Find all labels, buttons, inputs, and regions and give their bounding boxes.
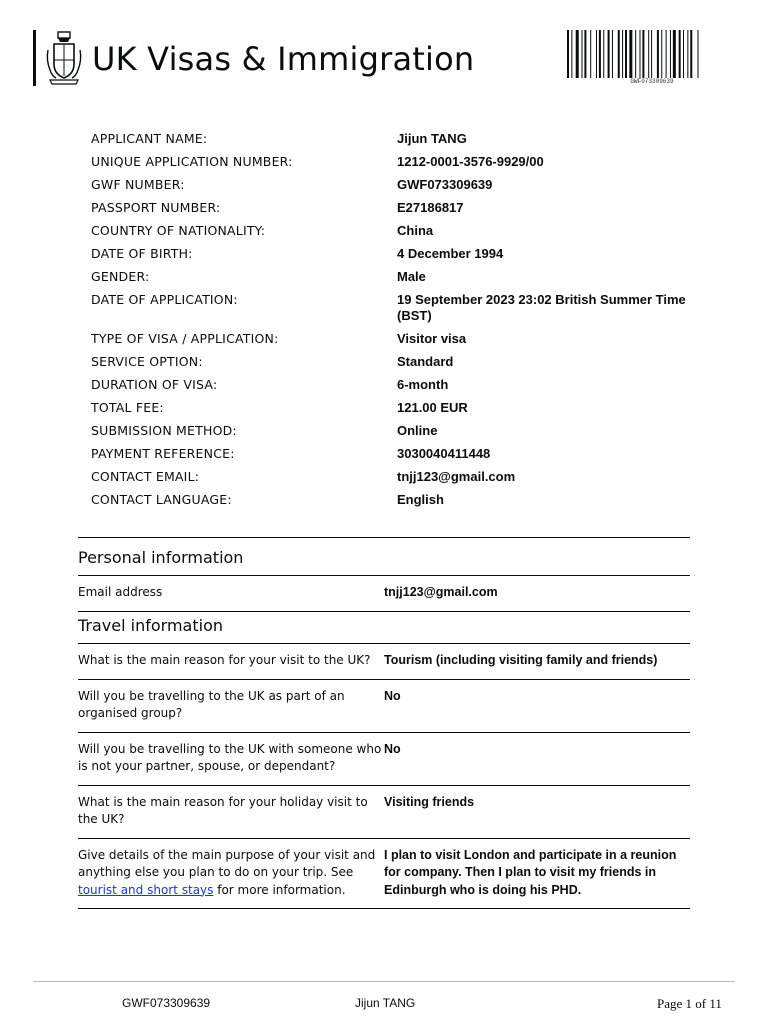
summary-row xyxy=(91,354,691,370)
question-text: Will you be travelling to the UK with someone who is not your partner, spouse, or dependant? xyxy=(78,741,382,773)
summary-row xyxy=(91,331,691,347)
question-text: Will you be travelling to the UK as part of an organised group? xyxy=(78,688,345,720)
summary-label: DATE OF BIRTH: xyxy=(91,246,193,261)
summary-row xyxy=(91,469,691,485)
summary-value: Jijun TANG xyxy=(397,131,467,146)
summary-label: COUNTRY OF NATIONALITY: xyxy=(91,223,266,238)
question-text-part: for more information. xyxy=(217,882,346,897)
footer-applicant-name: Jijun TANG xyxy=(355,996,416,1010)
summary-value: E27186817 xyxy=(397,200,464,215)
summary-label: GWF NUMBER: xyxy=(91,177,185,192)
question-text xyxy=(78,847,384,900)
summary-value: 19 September 2023 23:02 British Summer Time (BST) xyxy=(397,292,686,323)
summary-row xyxy=(91,446,691,462)
summary-row xyxy=(91,200,691,216)
summary-row xyxy=(91,246,691,262)
royal-crest-icon xyxy=(44,30,84,86)
summary-value: 4 December 1994 xyxy=(397,246,504,261)
answer-text: No xyxy=(384,688,401,703)
question-row xyxy=(78,839,690,910)
question-row xyxy=(78,680,690,733)
summary-value: Visitor visa xyxy=(397,331,467,346)
summary-row xyxy=(91,269,691,285)
question-row xyxy=(78,733,690,786)
summary-label: APPLICANT NAME: xyxy=(91,131,208,146)
summary-label: PAYMENT REFERENCE: xyxy=(91,446,235,461)
summary-row xyxy=(91,423,691,439)
summary-value: 3030040411448 xyxy=(397,446,491,461)
summary-label: GENDER: xyxy=(91,269,150,284)
summary-row xyxy=(91,400,691,416)
summary-label: TOTAL FEE: xyxy=(91,400,164,415)
footer-gwf-number: GWF073309639 xyxy=(122,996,211,1010)
summary-value: 1212-0001-3576-9929/00 xyxy=(397,154,544,169)
summary-label: DURATION OF VISA: xyxy=(91,377,218,392)
page-header xyxy=(0,0,768,100)
summary-label: CONTACT LANGUAGE: xyxy=(91,492,232,507)
brand-bar xyxy=(33,30,36,86)
summary-value: 6-month xyxy=(397,377,449,392)
summary-label: TYPE OF VISA / APPLICATION: xyxy=(91,331,279,346)
summary-row xyxy=(91,223,691,239)
brand-title: UK Visas & Immigration xyxy=(92,40,475,78)
summary-row xyxy=(91,492,691,508)
section-title: Personal information xyxy=(78,537,690,576)
summary-row xyxy=(91,131,691,147)
summary-value: 121.00 EUR xyxy=(397,400,468,415)
barcode-image xyxy=(567,30,737,82)
question-text-part: Give details of the main purpose of your visit and anything else you plan to do on your trip. See xyxy=(78,847,376,879)
question-text: What is the main reason for your visit to the UK? xyxy=(78,653,371,667)
summary-row xyxy=(91,154,691,170)
answer-text: tnjj123@gmail.com xyxy=(384,585,498,599)
summary-label: SUBMISSION METHOD: xyxy=(91,423,237,438)
summary-value: GWF073309639 xyxy=(397,177,493,192)
travel-information-section xyxy=(78,606,690,909)
summary-value: Standard xyxy=(397,354,454,369)
question-row xyxy=(78,644,690,680)
summary-row xyxy=(91,177,691,193)
question-text: Email address xyxy=(78,585,163,599)
summary-value: China xyxy=(397,223,434,238)
section-title: Travel information xyxy=(78,606,690,644)
question-text: What is the main reason for your holiday visit to the UK? xyxy=(78,794,368,826)
summary-value: Online xyxy=(397,423,438,438)
tourist-and-short-stays-link[interactable]: tourist and short stays xyxy=(78,882,214,897)
summary-value: Male xyxy=(397,269,426,284)
personal-information-section xyxy=(78,537,690,612)
summary-label: PASSPORT NUMBER: xyxy=(91,200,221,215)
summary-row xyxy=(91,292,691,324)
summary-label: DATE OF APPLICATION: xyxy=(91,292,238,307)
question-row xyxy=(78,786,690,839)
summary-label: UNIQUE APPLICATION NUMBER: xyxy=(91,154,293,169)
footer-page-number: Page 1 of 11 xyxy=(657,996,722,1011)
summary-label: SERVICE OPTION: xyxy=(91,354,203,369)
summary-value: English xyxy=(397,492,444,507)
answer-text: Visiting friends xyxy=(384,794,475,809)
answer-text: No xyxy=(384,741,401,756)
barcode-number: GWF073309639 xyxy=(630,78,674,85)
answer-text: Tourism (including visiting family and friends) xyxy=(384,653,658,667)
applicant-summary xyxy=(91,131,691,515)
summary-row xyxy=(91,377,691,393)
summary-value: tnjj123@gmail.com xyxy=(397,469,516,484)
footer-divider xyxy=(33,981,735,982)
answer-text: I plan to visit London and participate in a reunion for company. Then I plan to visit my friends in Edinburgh who is doing his PHD. xyxy=(384,847,677,897)
summary-label: CONTACT EMAIL: xyxy=(91,469,200,484)
